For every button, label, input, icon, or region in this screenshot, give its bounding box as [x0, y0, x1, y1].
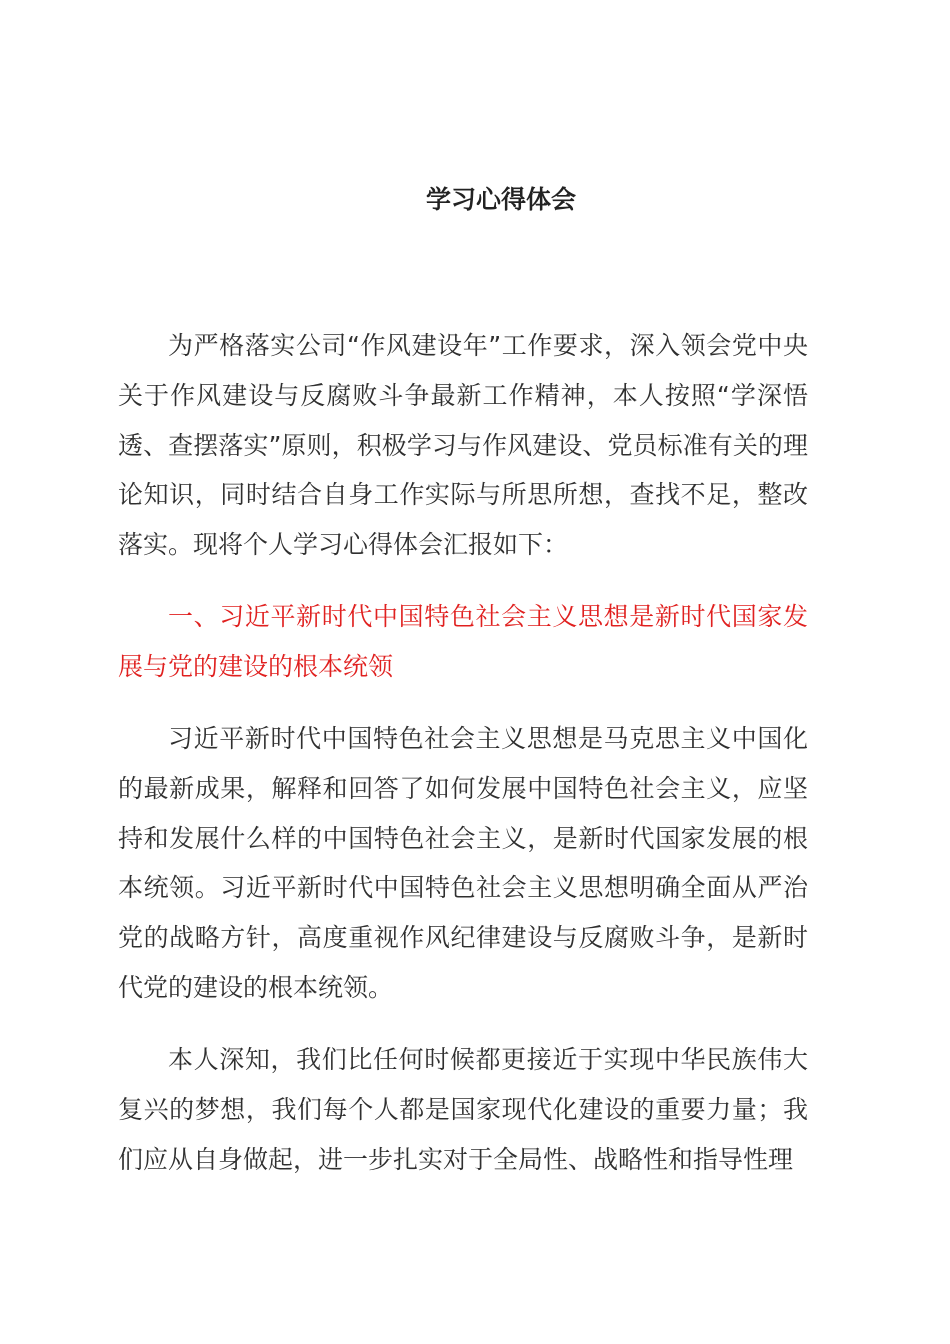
section-paragraph: 本人深知，我们比任何时候都更接近于实现中华民族伟大复兴的梦想，我们每个人都是国家现代化建设的重要力量；我们应从自身做起，进一步扎实对于全局性、战略性和指导性理 [118, 1045, 808, 1174]
section-paragraph: 习近平新时代中国特色社会主义思想是马克思主义中国化的最新成果，解释和回答了如何发展中国特色社会主义，应坚持和发展什么样的中国特色社会主义，是新时代国家发展的根本统领。习近平新时代中国特色社会主义思想明确全面从严治党的战略方针，高度重视作风纪律建设与反腐败斗争，是新时代党的建设的根本统领。 [118, 724, 808, 1002]
document-title: 学习心得体会 [425, 185, 576, 214]
section-heading: 一、习近平新时代中国特色社会主义思想是新时代国家发展与党的建设的根本统领 [118, 602, 808, 681]
intro-paragraph: 为严格落实公司“作风建设年”工作要求，深入领会党中央关于作风建设与反腐败斗争最新工作精神，本人按照“学深悟透、查摆落实”原则，积极学习与作风建设、党员标准有关的理论知识，同时结合自身工作实际与所思所想，查找不足，整改落实。现将个人学习心得体会汇报如下： [118, 331, 808, 560]
